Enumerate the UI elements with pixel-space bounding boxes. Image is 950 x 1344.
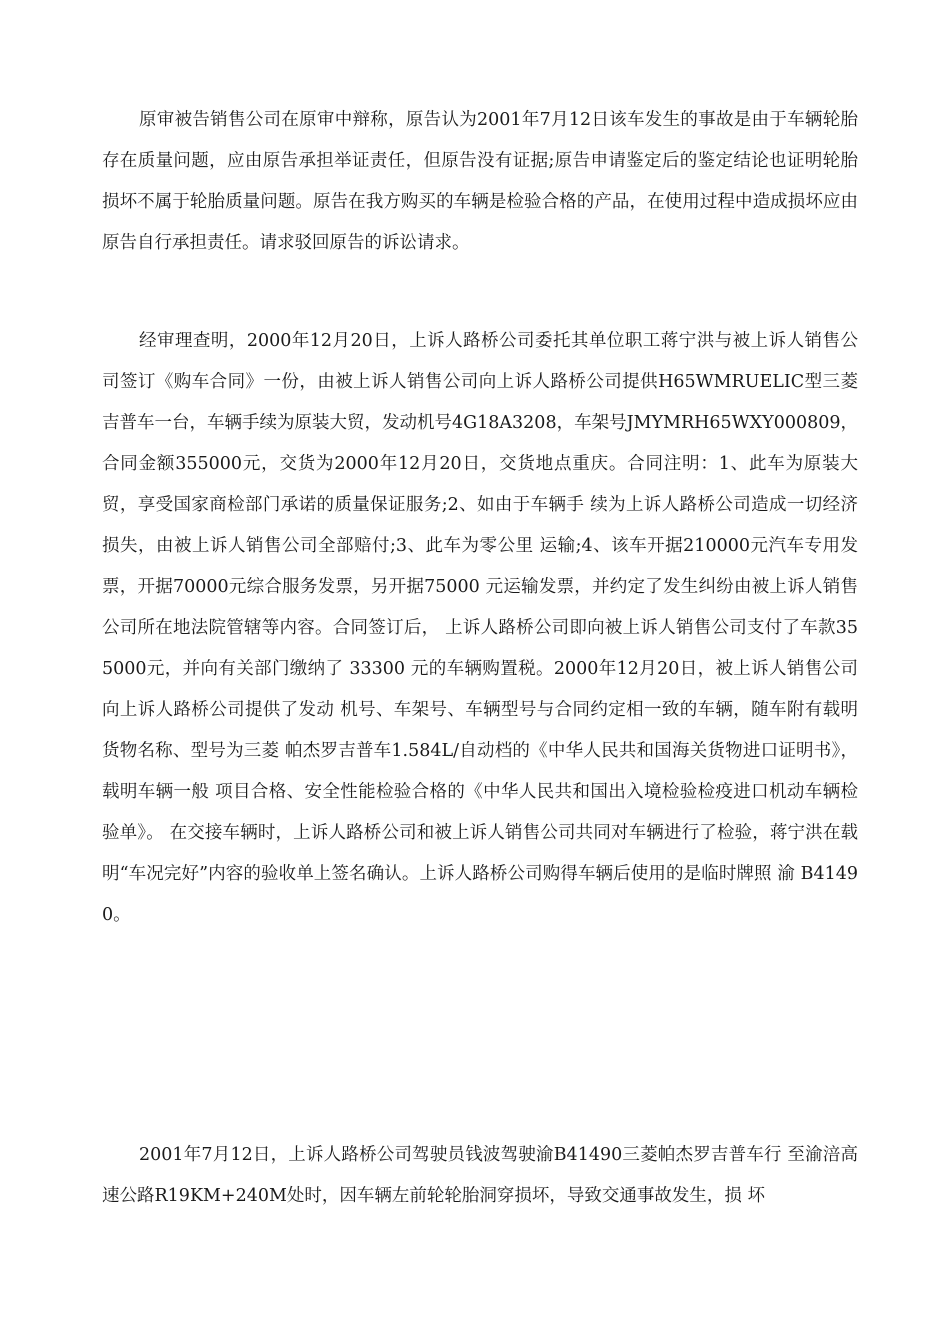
paragraph-accident-description: 2001年7月12日，上诉人路桥公司驾驶员钱波驾驶渝B41490三菱帕杰罗吉普车行 至渝涪高速公路R19KM+240M处时，因车辆左前轮轮胎洞穿损坏，导致交通事故发生，损 坏 bbox=[102, 1145, 858, 1206]
paragraph-defense-statement: 原审被告销售公司在原审中辩称，原告认为2001年7月12日该车发生的事故是由于车辆轮胎存在质量问题，应由原告承担举证责任，但原告没有证据;原告申请鉴定后的鉴定结论也证明轮胎损坏不属于轮胎质量问题。原告在我方购买的车辆是检验合格的产品，在使用过程中造成损坏应由原告自行承担责任。请求驳回原告的诉讼请求。 bbox=[102, 110, 858, 253]
paragraph-findings-of-fact: 经审理查明，2000年12月20日，上诉人路桥公司委托其单位职工蒋宁洪与被上诉人销售公司签订《购车合同》一份，由被上诉人销售公司向上诉人路桥公司提供H65WMRUELIC型三菱吉普车一台，车辆手续为原装大贸，发动机号4G18A3208，车架号JMYMRH65WXY000809，合同金额355000元，交货为2000年12月20日，交货地点重庆。合同注明：1、此车为原装大贸，享受国家商检部门承诺的质量保证服务;2、如由于车辆手 续为上诉人路桥公司造成一切经济损失，由被上诉人销售公司全部赔付;3、此车为零公里 运输;4、该车开据210000元汽车专用发票，开据70000元综合服务发票，另开据75000 元运输发票，并约定了发生纠纷由被上诉人销售公司所在地法院管辖等内容。合同签订后， 上诉人路桥公司即向被上诉人销售公司支付了车款355000元，并向有关部门缴纳了 33300 元的车辆购置税。2000年12月20日，被上诉人销售公司向上诉人路桥公司提供了发动 机号、车架号、车辆型号与合同约定相一致的车辆，随车附有载明货物名称、型号为三菱 帕杰罗吉普车1.584L/自动档的《中华人民共和国海关货物进口证明书》，载明车辆一般 项目合格、安全性能检验合格的《中华人民共和国出入境检验检疫进口机动车辆检验单》。 在交接车辆时，上诉人路桥公司和被上诉人销售公司共同对车辆进行了检验，蒋宁洪在载 明“车况完好”内容的验收单上签名确认。上诉人路桥公司购得车辆后使用的是临时牌照 渝 B41490。 bbox=[102, 331, 858, 925]
